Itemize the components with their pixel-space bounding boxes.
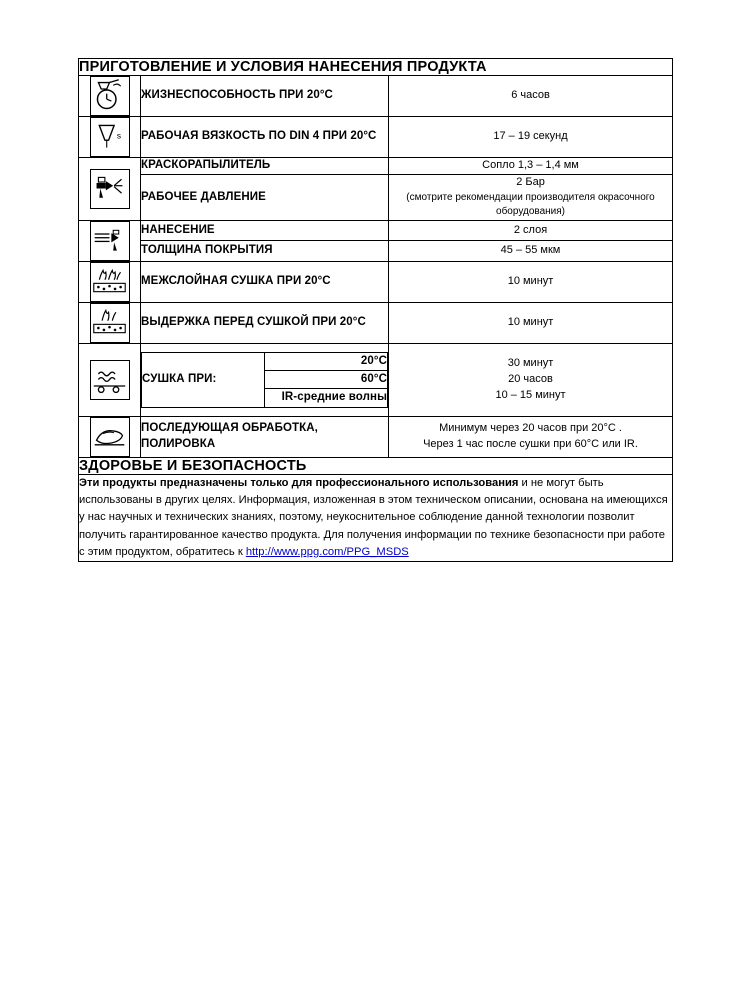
safety-paragraph <box>79 474 673 562</box>
din4-flow-cup-icon <box>90 117 130 157</box>
drying-value: 20 часов <box>508 372 553 385</box>
polishing-label <box>141 416 389 457</box>
drying-values <box>389 343 673 416</box>
row-label: МЕЖСЛОЙНАЯ СУШКА ПРИ 20°C <box>141 261 389 302</box>
drying-value: 10 – 15 минут <box>495 388 566 401</box>
table-row <box>79 174 673 220</box>
row-value: Сопло 1,3 – 1,4 мм <box>389 158 673 175</box>
polishing-values <box>389 416 673 457</box>
row-label: РАБОЧЕЕ ДАВЛЕНИЕ <box>141 174 389 220</box>
table-row <box>79 76 673 117</box>
drying-value: 30 минут <box>507 356 554 369</box>
row-value: 2 слоя <box>389 220 673 241</box>
polishing-label-line1: ПОСЛЕДУЮЩАЯ ОБРАБОТКА, <box>141 422 318 435</box>
row-value-note: (смотрите рекомендации производителя окрасочного оборудования) <box>406 191 655 218</box>
table-row <box>79 261 673 302</box>
icon-cell <box>79 302 141 343</box>
row-value: 2 Бар <box>516 175 545 188</box>
row-value: 6 часов <box>389 76 673 117</box>
row-label: ЖИЗНЕСПОСОБНОСТЬ ПРИ 20°C <box>141 76 389 117</box>
product-application-table <box>78 58 673 562</box>
section-title-safety: ЗДОРОВЬЕ И БЕЗОПАСНОСТЬ <box>79 457 673 474</box>
table-row <box>79 241 673 262</box>
row-label: ВЫДЕРЖКА ПЕРЕД СУШКОЙ ПРИ 20°C <box>141 302 389 343</box>
safety-bold-lead: Эти продукты предназначены только для профессионального использования <box>79 476 519 489</box>
row-value: 17 – 19 секунд <box>389 117 673 158</box>
icon-cell <box>79 416 141 457</box>
polishing-value-line1: Минимум через 20 часов при 20°C . <box>439 421 622 434</box>
section-title-application: ПРИГОТОВЛЕНИЕ И УСЛОВИЯ НАНЕСЕНИЯ ПРОДУКТА <box>79 59 673 76</box>
polishing-label-line2: ПОЛИРОВКА <box>141 437 216 450</box>
svg-text:s: s <box>116 130 121 141</box>
icon-cell <box>79 220 141 261</box>
drying-condition: 60°C <box>265 371 388 389</box>
row-value-group <box>389 174 673 220</box>
icon-cell <box>79 158 141 221</box>
row-label: РАБОЧАЯ ВЯЗКОСТЬ ПО DIN 4 ПРИ 20°C <box>141 117 389 158</box>
table-row <box>79 158 673 175</box>
row-label: НАНЕСЕНИЕ <box>141 220 389 241</box>
safety-row <box>79 474 673 562</box>
icon-cell <box>79 261 141 302</box>
spray-gun-icon <box>90 169 130 209</box>
row-value: 45 – 55 мкм <box>389 241 673 262</box>
icon-cell <box>79 343 141 416</box>
section-header-row <box>79 457 673 474</box>
flash-off-before-baking-icon <box>90 303 130 343</box>
polishing-hand-icon <box>90 417 130 457</box>
icon-cell <box>79 76 141 117</box>
safety-body: и не могут быть использованы в других целях. Информация, изложенная в этом техническом описании, основана на имеющихся у нас научных и технических знаниях, поэтому, неукоснительное соблюдение данной технологии позволит получить гарантированное качество продукта. Для получения информации по технике безопасности при работе с этим продуктом, обратитесь к <box>79 476 668 559</box>
table-row <box>79 220 673 241</box>
polishing-value-line2: Через 1 час после сушки при 60°C или IR. <box>423 437 638 450</box>
drying-label-cell <box>141 343 389 416</box>
section-header-row <box>79 59 673 76</box>
oven-drying-icon <box>90 360 130 400</box>
technical-data-sheet-page <box>78 58 672 562</box>
table-row <box>79 117 673 158</box>
spray-coats-icon <box>90 221 130 261</box>
msds-link[interactable]: http://www.ppg.com/PPG_MSDS <box>245 546 409 559</box>
table-row-drying <box>79 343 673 416</box>
drying-condition: 20°C <box>265 352 388 370</box>
drying-label: СУШКА ПРИ: <box>142 352 265 407</box>
pot-life-clock-icon <box>90 76 130 116</box>
row-label: ТОЛЩИНА ПОКРЫТИЯ <box>141 241 389 262</box>
flash-off-icon <box>90 262 130 302</box>
table-row <box>79 302 673 343</box>
row-value: 10 минут <box>389 302 673 343</box>
row-value: 10 минут <box>389 261 673 302</box>
drying-condition: IR-средние волны <box>265 389 388 407</box>
icon-cell <box>79 117 141 158</box>
row-label: КРАСКОРАПЫЛИТЕЛЬ <box>141 158 389 175</box>
table-row-polishing <box>79 416 673 457</box>
